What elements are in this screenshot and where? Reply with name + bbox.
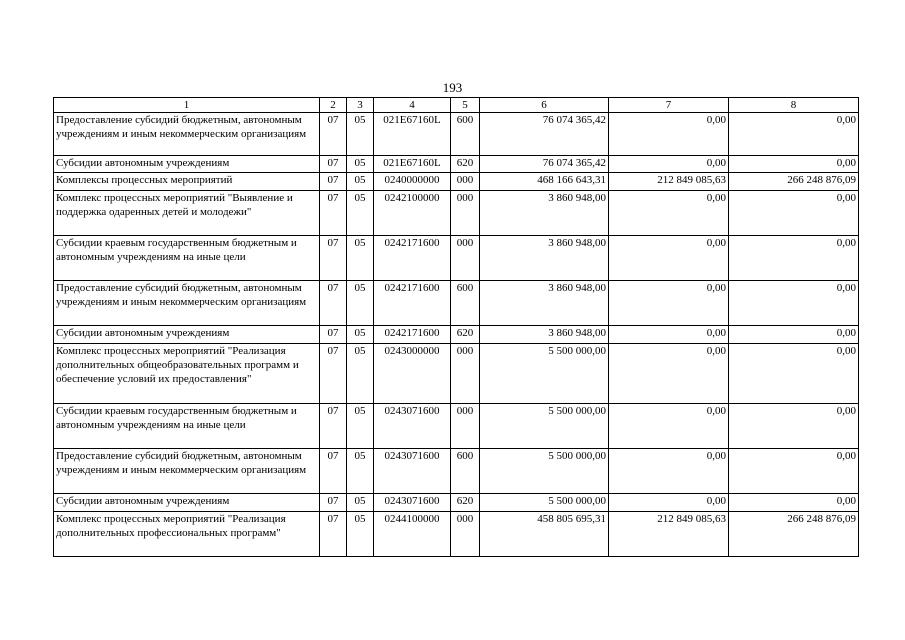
section-cell: 07 xyxy=(320,512,347,557)
target-article-cell: 0242171600 xyxy=(374,326,451,344)
subsection-cell: 05 xyxy=(347,449,374,494)
header-cell: 6 xyxy=(480,98,609,113)
header-cell: 8 xyxy=(729,98,859,113)
target-article-cell: 0243071600 xyxy=(374,494,451,512)
name-cell: Комплексы процессных мероприятий xyxy=(54,173,320,191)
amount-cell: 0,00 xyxy=(729,156,859,173)
subsection-cell: 05 xyxy=(347,236,374,281)
header-cell: 2 xyxy=(320,98,347,113)
table-row xyxy=(54,236,859,281)
expense-type-cell: 000 xyxy=(451,512,480,557)
expense-type-cell: 600 xyxy=(451,113,480,156)
target-article-cell: 0243000000 xyxy=(374,344,451,404)
expense-type-cell: 600 xyxy=(451,281,480,326)
expense-type-cell: 000 xyxy=(451,344,480,404)
table-row xyxy=(54,173,859,191)
amount-cell: 3 860 948,00 xyxy=(480,191,609,236)
section-cell: 07 xyxy=(320,326,347,344)
amount-cell: 468 166 643,31 xyxy=(480,173,609,191)
table-row xyxy=(54,326,859,344)
name-cell: Субсидии автономным учреждениям xyxy=(54,326,320,344)
header-cell: 1 xyxy=(54,98,320,113)
amount-cell: 266 248 876,09 xyxy=(729,173,859,191)
target-article-cell: 021Е67160L xyxy=(374,113,451,156)
section-cell: 07 xyxy=(320,281,347,326)
section-cell: 07 xyxy=(320,236,347,281)
name-cell: Предоставление субсидий бюджетным, автономным учреждениям и иным некоммерческим организациям xyxy=(54,113,320,156)
target-article-cell: 0242171600 xyxy=(374,281,451,326)
target-article-cell: 0243071600 xyxy=(374,404,451,449)
amount-cell: 0,00 xyxy=(609,156,729,173)
amount-cell: 0,00 xyxy=(729,236,859,281)
section-cell: 07 xyxy=(320,173,347,191)
amount-cell: 0,00 xyxy=(729,344,859,404)
expense-type-cell: 000 xyxy=(451,236,480,281)
table-row xyxy=(54,156,859,173)
name-cell: Комплекс процессных мероприятий "Выявление и поддержка одаренных детей и молодежи" xyxy=(54,191,320,236)
header-cell: 5 xyxy=(451,98,480,113)
subsection-cell: 05 xyxy=(347,281,374,326)
target-article-cell: 0244100000 xyxy=(374,512,451,557)
subsection-cell: 05 xyxy=(347,344,374,404)
amount-cell: 0,00 xyxy=(609,113,729,156)
amount-cell: 0,00 xyxy=(609,449,729,494)
table-row xyxy=(54,494,859,512)
amount-cell: 5 500 000,00 xyxy=(480,404,609,449)
table-row xyxy=(54,113,859,156)
expense-type-cell: 600 xyxy=(451,449,480,494)
amount-cell: 0,00 xyxy=(609,191,729,236)
amount-cell: 266 248 876,09 xyxy=(729,512,859,557)
expense-type-cell: 000 xyxy=(451,404,480,449)
header-cell: 4 xyxy=(374,98,451,113)
amount-cell: 0,00 xyxy=(729,281,859,326)
table-row xyxy=(54,449,859,494)
amount-cell: 0,00 xyxy=(609,494,729,512)
section-cell: 07 xyxy=(320,191,347,236)
amount-cell: 5 500 000,00 xyxy=(480,344,609,404)
section-cell: 07 xyxy=(320,494,347,512)
amount-cell: 5 500 000,00 xyxy=(480,494,609,512)
name-cell: Субсидии автономным учреждениям xyxy=(54,494,320,512)
name-cell: Предоставление субсидий бюджетным, автономным учреждениям и иным некоммерческим организациям xyxy=(54,281,320,326)
amount-cell: 0,00 xyxy=(729,449,859,494)
amount-cell: 3 860 948,00 xyxy=(480,326,609,344)
subsection-cell: 05 xyxy=(347,191,374,236)
expense-type-cell: 620 xyxy=(451,156,480,173)
section-cell: 07 xyxy=(320,449,347,494)
header-cell: 7 xyxy=(609,98,729,113)
amount-cell: 0,00 xyxy=(609,326,729,344)
amount-cell: 76 074 365,42 xyxy=(480,156,609,173)
target-article-cell: 0240000000 xyxy=(374,173,451,191)
subsection-cell: 05 xyxy=(347,113,374,156)
amount-cell: 0,00 xyxy=(729,404,859,449)
subsection-cell: 05 xyxy=(347,173,374,191)
amount-cell: 5 500 000,00 xyxy=(480,449,609,494)
table-row xyxy=(54,191,859,236)
table-row xyxy=(54,281,859,326)
target-article-cell: 021Е67160L xyxy=(374,156,451,173)
amount-cell: 458 805 695,31 xyxy=(480,512,609,557)
amount-cell: 3 860 948,00 xyxy=(480,236,609,281)
name-cell: Предоставление субсидий бюджетным, автономным учреждениям и иным некоммерческим организациям xyxy=(54,449,320,494)
amount-cell: 0,00 xyxy=(729,113,859,156)
target-article-cell: 0242171600 xyxy=(374,236,451,281)
page-number: 193 xyxy=(442,80,463,95)
name-cell: Комплекс процессных мероприятий "Реализация дополнительных общеобразовательных программ и обеспечение условий их предоставления" xyxy=(54,344,320,404)
amount-cell: 0,00 xyxy=(609,344,729,404)
target-article-cell: 0243071600 xyxy=(374,449,451,494)
name-cell: Комплекс процессных мероприятий "Реализация дополнительных профессиональных программ" xyxy=(54,512,320,557)
amount-cell: 0,00 xyxy=(729,494,859,512)
expense-type-cell: 000 xyxy=(451,173,480,191)
budget-table xyxy=(53,97,859,557)
subsection-cell: 05 xyxy=(347,494,374,512)
expense-type-cell: 620 xyxy=(451,326,480,344)
expense-type-cell: 000 xyxy=(451,191,480,236)
amount-cell: 0,00 xyxy=(609,236,729,281)
amount-cell: 0,00 xyxy=(609,404,729,449)
amount-cell: 0,00 xyxy=(729,326,859,344)
subsection-cell: 05 xyxy=(347,404,374,449)
amount-cell: 3 860 948,00 xyxy=(480,281,609,326)
name-cell: Субсидии краевым государственным бюджетным и автономным учреждениям на иные цели xyxy=(54,236,320,281)
section-cell: 07 xyxy=(320,344,347,404)
header-row xyxy=(54,98,859,113)
table-row xyxy=(54,512,859,557)
subsection-cell: 05 xyxy=(347,512,374,557)
header-cell: 3 xyxy=(347,98,374,113)
subsection-cell: 05 xyxy=(347,326,374,344)
table-row xyxy=(54,404,859,449)
amount-cell: 212 849 085,63 xyxy=(609,512,729,557)
table-row xyxy=(54,344,859,404)
amount-cell: 212 849 085,63 xyxy=(609,173,729,191)
expense-type-cell: 620 xyxy=(451,494,480,512)
target-article-cell: 0242100000 xyxy=(374,191,451,236)
name-cell: Субсидии краевым государственным бюджетным и автономным учреждениям на иные цели xyxy=(54,404,320,449)
subsection-cell: 05 xyxy=(347,156,374,173)
name-cell: Субсидии автономным учреждениям xyxy=(54,156,320,173)
amount-cell: 0,00 xyxy=(609,281,729,326)
section-cell: 07 xyxy=(320,113,347,156)
amount-cell: 76 074 365,42 xyxy=(480,113,609,156)
amount-cell: 0,00 xyxy=(729,191,859,236)
section-cell: 07 xyxy=(320,404,347,449)
section-cell: 07 xyxy=(320,156,347,173)
